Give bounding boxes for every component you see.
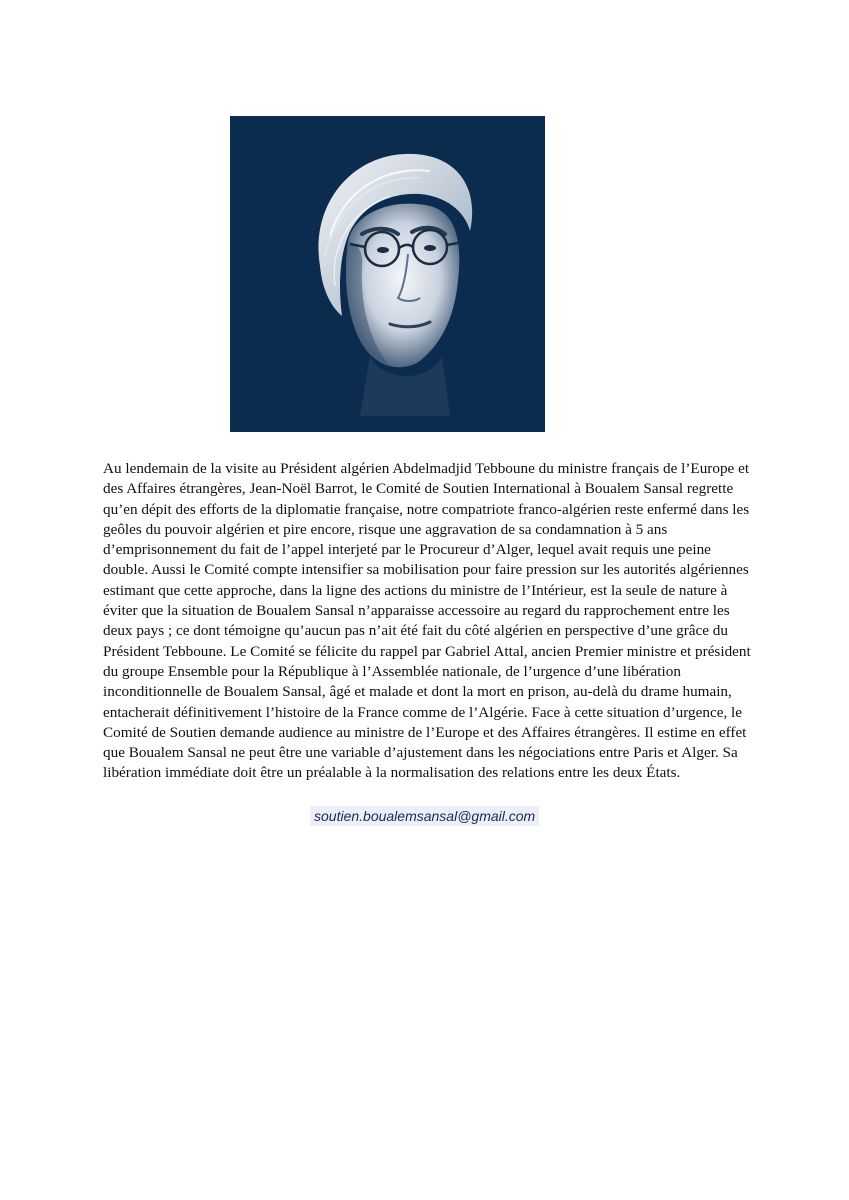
statement-paragraph: Au lendemain de la visite au Président algérien Abdelmadjid Tebboune du ministre français de l’Europe et des Affaires étrangères, Jean-Noël Barrot, le Comité de Soutien International à Boualem Sansal regrette qu’en dépit des efforts de la diplomatie française, notre compatriote franco-algérien reste enfermé dans les geôles du pouvoir algérien et pire encore, risque une aggravation de sa condamnation à 5 ans d’emprisonnement du fait de l’appel interjeté par le Procureur d’Alger, lequel avait requis une peine double. Aussi le Comité compte intensifier sa mobilisation pour faire pression sur les autorités algériennes estimant que cette approche, dans la ligne des actions du ministre de l’Intérieur, est la seule de nature à éviter que la situation de Boualem Sansal n’apparaisse accessoire au regard du rapprochement entre les deux pays ; ce dont témoigne qu’aucun pas n’ait été fait du côté algérien en perspective d’une grâce du Président Tebboune. Le Comité se félicite du rappel par Gabriel Attal, ancien Premier ministre et président du groupe Ensemble pour la République à l’Assemblée nationale, de l’urgence d’une libération inconditionnelle de Boualem Sansal, âgé et malade et dont la mort en prison, au-delà du drame humain, entacherait définitivement l’histoire de la France comme de l’Algérie. Face à cette situation d’urgence, le Comité de Soutien demande audience au ministre de l’Europe et des Affaires étrangères. Il estime en effet que Boualem Sansal ne peut être une variable d’ajustement dans les négociations entre Paris et Alger. Sa libération immédiate doit être un préalable à la normalisation des relations entre les deux États. bbox=[103, 460, 751, 782]
portrait-image bbox=[230, 116, 545, 432]
contact-email-link[interactable]: soutien.boualemsansal@gmail.com bbox=[310, 806, 539, 826]
committee-logo bbox=[230, 116, 545, 432]
